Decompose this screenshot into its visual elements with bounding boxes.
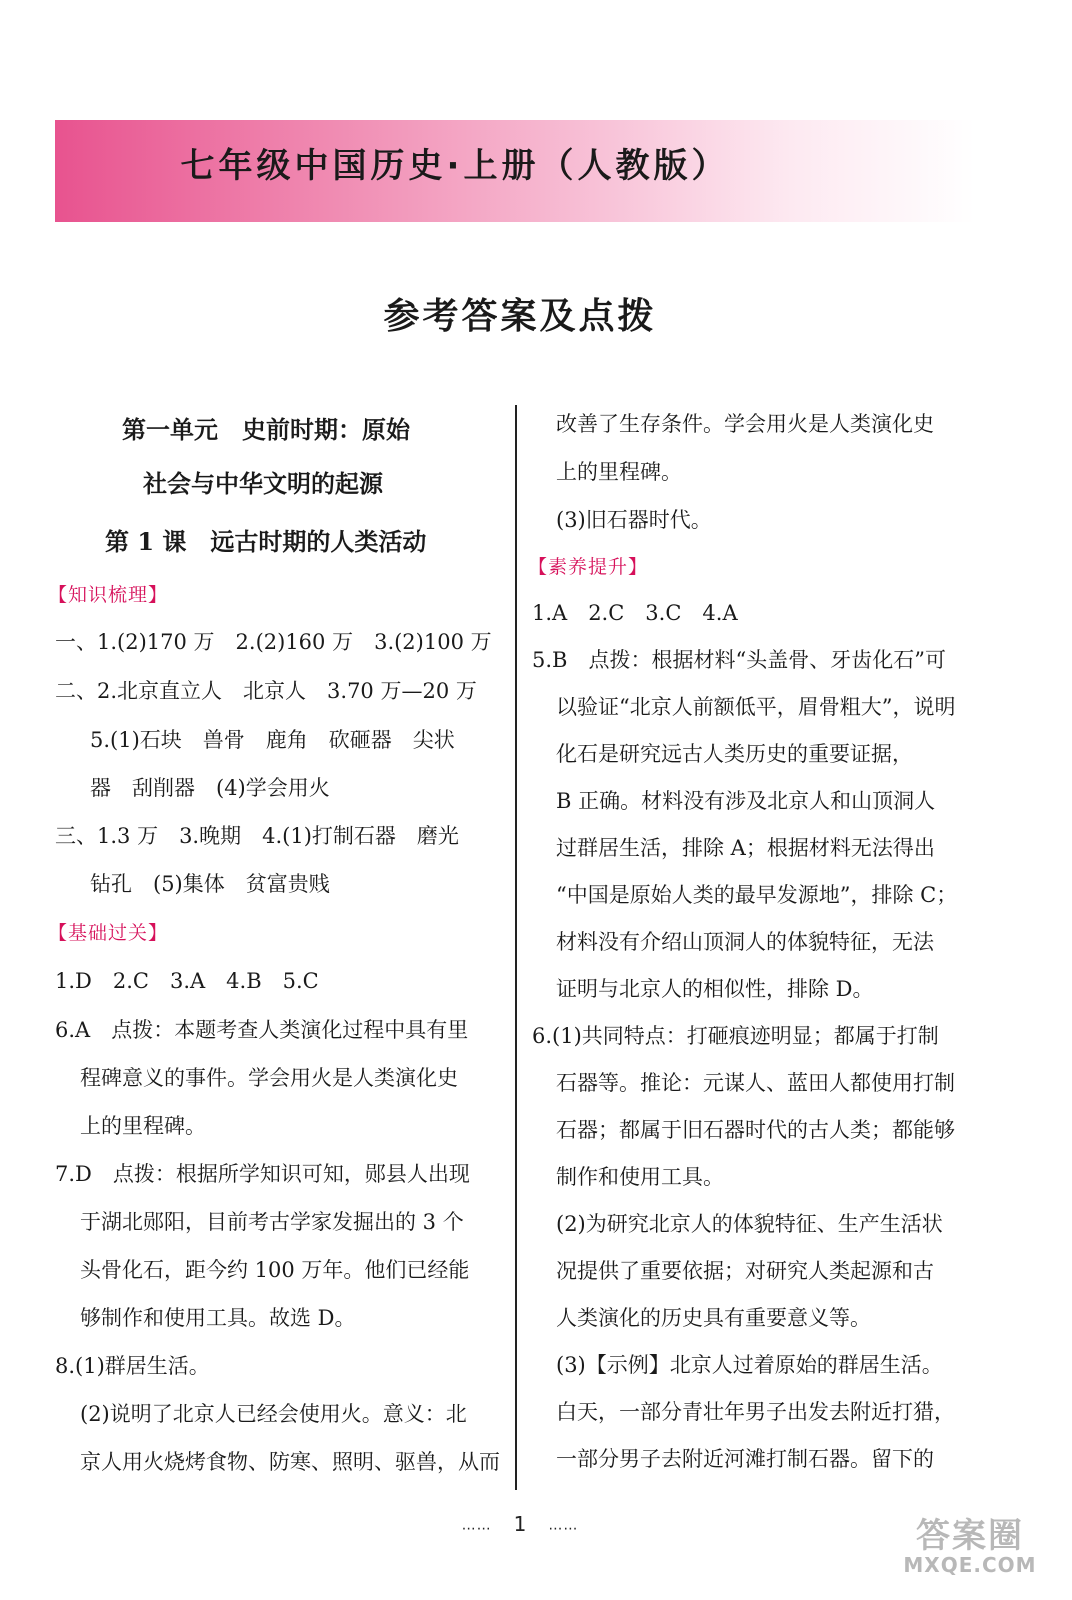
banner-title: 七年级中国历史·上册（人教版） — [180, 146, 730, 186]
answer-line: 钻孔 (5)集体 贫富贵贱 — [90, 872, 330, 896]
answer-line: (3)旧石器时代。 — [556, 508, 712, 532]
unit-heading-line1: 第一单元 史前时期：原始 — [122, 416, 410, 444]
watermark-url: MXQE.COM — [903, 1553, 1037, 1577]
answer-line: 二、2.北京直立人 北京人 3.70 万—20 万 — [55, 679, 477, 703]
page-number: 1 — [513, 1512, 527, 1536]
watermark-text: 答案圈 — [916, 1516, 1024, 1556]
answer-line: 况提供了重要依据；对研究人类起源和古 — [556, 1259, 934, 1283]
answer-line: 化石是研究远古人类历史的重要证据， — [556, 742, 913, 766]
answer-line: 一部分男子去附近河滩打制石器。留下的 — [556, 1447, 934, 1471]
answer-line: B 正确。材料没有涉及北京人和山顶洞人 — [556, 789, 936, 813]
page-title: 参考答案及点拨 — [383, 296, 657, 337]
answer-line: 5.B 点拨：根据材料“头盖骨、牙齿化石”可 — [532, 648, 946, 672]
answer-line: “中国是原始人类的最早发源地”，排除 C； — [556, 883, 958, 907]
answer-line: 6.(1)共同特点：打砸痕迹明显；都属于打制 — [532, 1024, 939, 1048]
section-tag-knowledge: 【知识梳理】 — [48, 584, 169, 606]
answer-line: 8.(1)群居生活。 — [55, 1354, 210, 1378]
answer-line: 够制作和使用工具。故选 D。 — [80, 1306, 356, 1330]
answer-line: 5.(1)石块 兽骨 鹿角 砍砸器 尖状 — [90, 728, 455, 752]
unit-heading-line2: 社会与中华文明的起源 — [143, 470, 383, 498]
answer-line: 上的里程碑。 — [80, 1114, 206, 1138]
answer-line: 白天，一部分青壮年男子出发去附近打猎， — [556, 1400, 955, 1424]
answer-line: 于湖北郧阳，目前考古学家发掘出的 3 个 — [80, 1210, 464, 1234]
answer-line: 三、1.3 万 3.晚期 4.(1)打制石器 磨光 — [55, 824, 459, 848]
answer-line: 7.D 点拨：根据所学知识可知，郧县人出现 — [55, 1162, 470, 1186]
answer-line: 证明与北京人的相似性，排除 D。 — [556, 977, 874, 1001]
footer-dots-right: …… — [548, 1517, 579, 1534]
lesson-title: 第 1 课 远古时期的人类活动 — [105, 527, 427, 556]
answer-line: 1.D 2.C 3.A 4.B 5.C — [55, 969, 319, 993]
answer-line: (2)为研究北京人的体貌特征、生产生活状 — [556, 1212, 943, 1236]
answer-line: 石器；都属于旧石器时代的古人类；都能够 — [556, 1118, 955, 1142]
answer-line: (3)【示例】北京人过着原始的群居生活。 — [556, 1353, 943, 1377]
answer-line: 京人用火烧烤食物、防寒、照明、驱兽，从而 — [80, 1450, 500, 1474]
footer-dots-left: …… — [461, 1517, 492, 1534]
answer-line: 石器等。推论：元谋人、蓝田人都使用打制 — [556, 1071, 955, 1095]
answer-line: 上的里程碑。 — [556, 460, 682, 484]
section-tag-improve: 【素养提升】 — [528, 556, 649, 578]
answer-line: 以验证“北京人前额低平，眉骨粗大”，说明 — [556, 695, 956, 719]
answer-line: 头骨化石，距今约 100 万年。他们已经能 — [80, 1258, 470, 1282]
answer-line: 制作和使用工具。 — [556, 1165, 724, 1189]
answer-line: 一、1.(2)170 万 2.(2)160 万 3.(2)100 万 — [55, 630, 492, 654]
section-tag-basic: 【基础过关】 — [48, 922, 169, 944]
answer-line: 程碑意义的事件。学会用火是人类演化史 — [80, 1066, 458, 1090]
watermark-logo — [880, 1508, 1060, 1577]
answer-line: 材料没有介绍山顶洞人的体貌特征，无法 — [556, 930, 934, 954]
header-banner — [55, 120, 975, 222]
answer-line: 1.A 2.C 3.C 4.A — [532, 601, 738, 625]
answer-line: (2)说明了北京人已经会使用火。意义：北 — [80, 1402, 467, 1426]
answer-line: 过群居生活，排除 A；根据材料无法得出 — [556, 836, 935, 860]
answer-line: 器 刮削器 (4)学会用火 — [90, 776, 330, 800]
answer-line: 人类演化的历史具有重要意义等。 — [556, 1306, 871, 1330]
answer-line: 6.A 点拨：本题考查人类演化过程中具有里 — [55, 1018, 469, 1042]
answer-line: 改善了生存条件。学会用火是人类演化史 — [556, 412, 934, 436]
column-divider — [515, 405, 517, 1490]
